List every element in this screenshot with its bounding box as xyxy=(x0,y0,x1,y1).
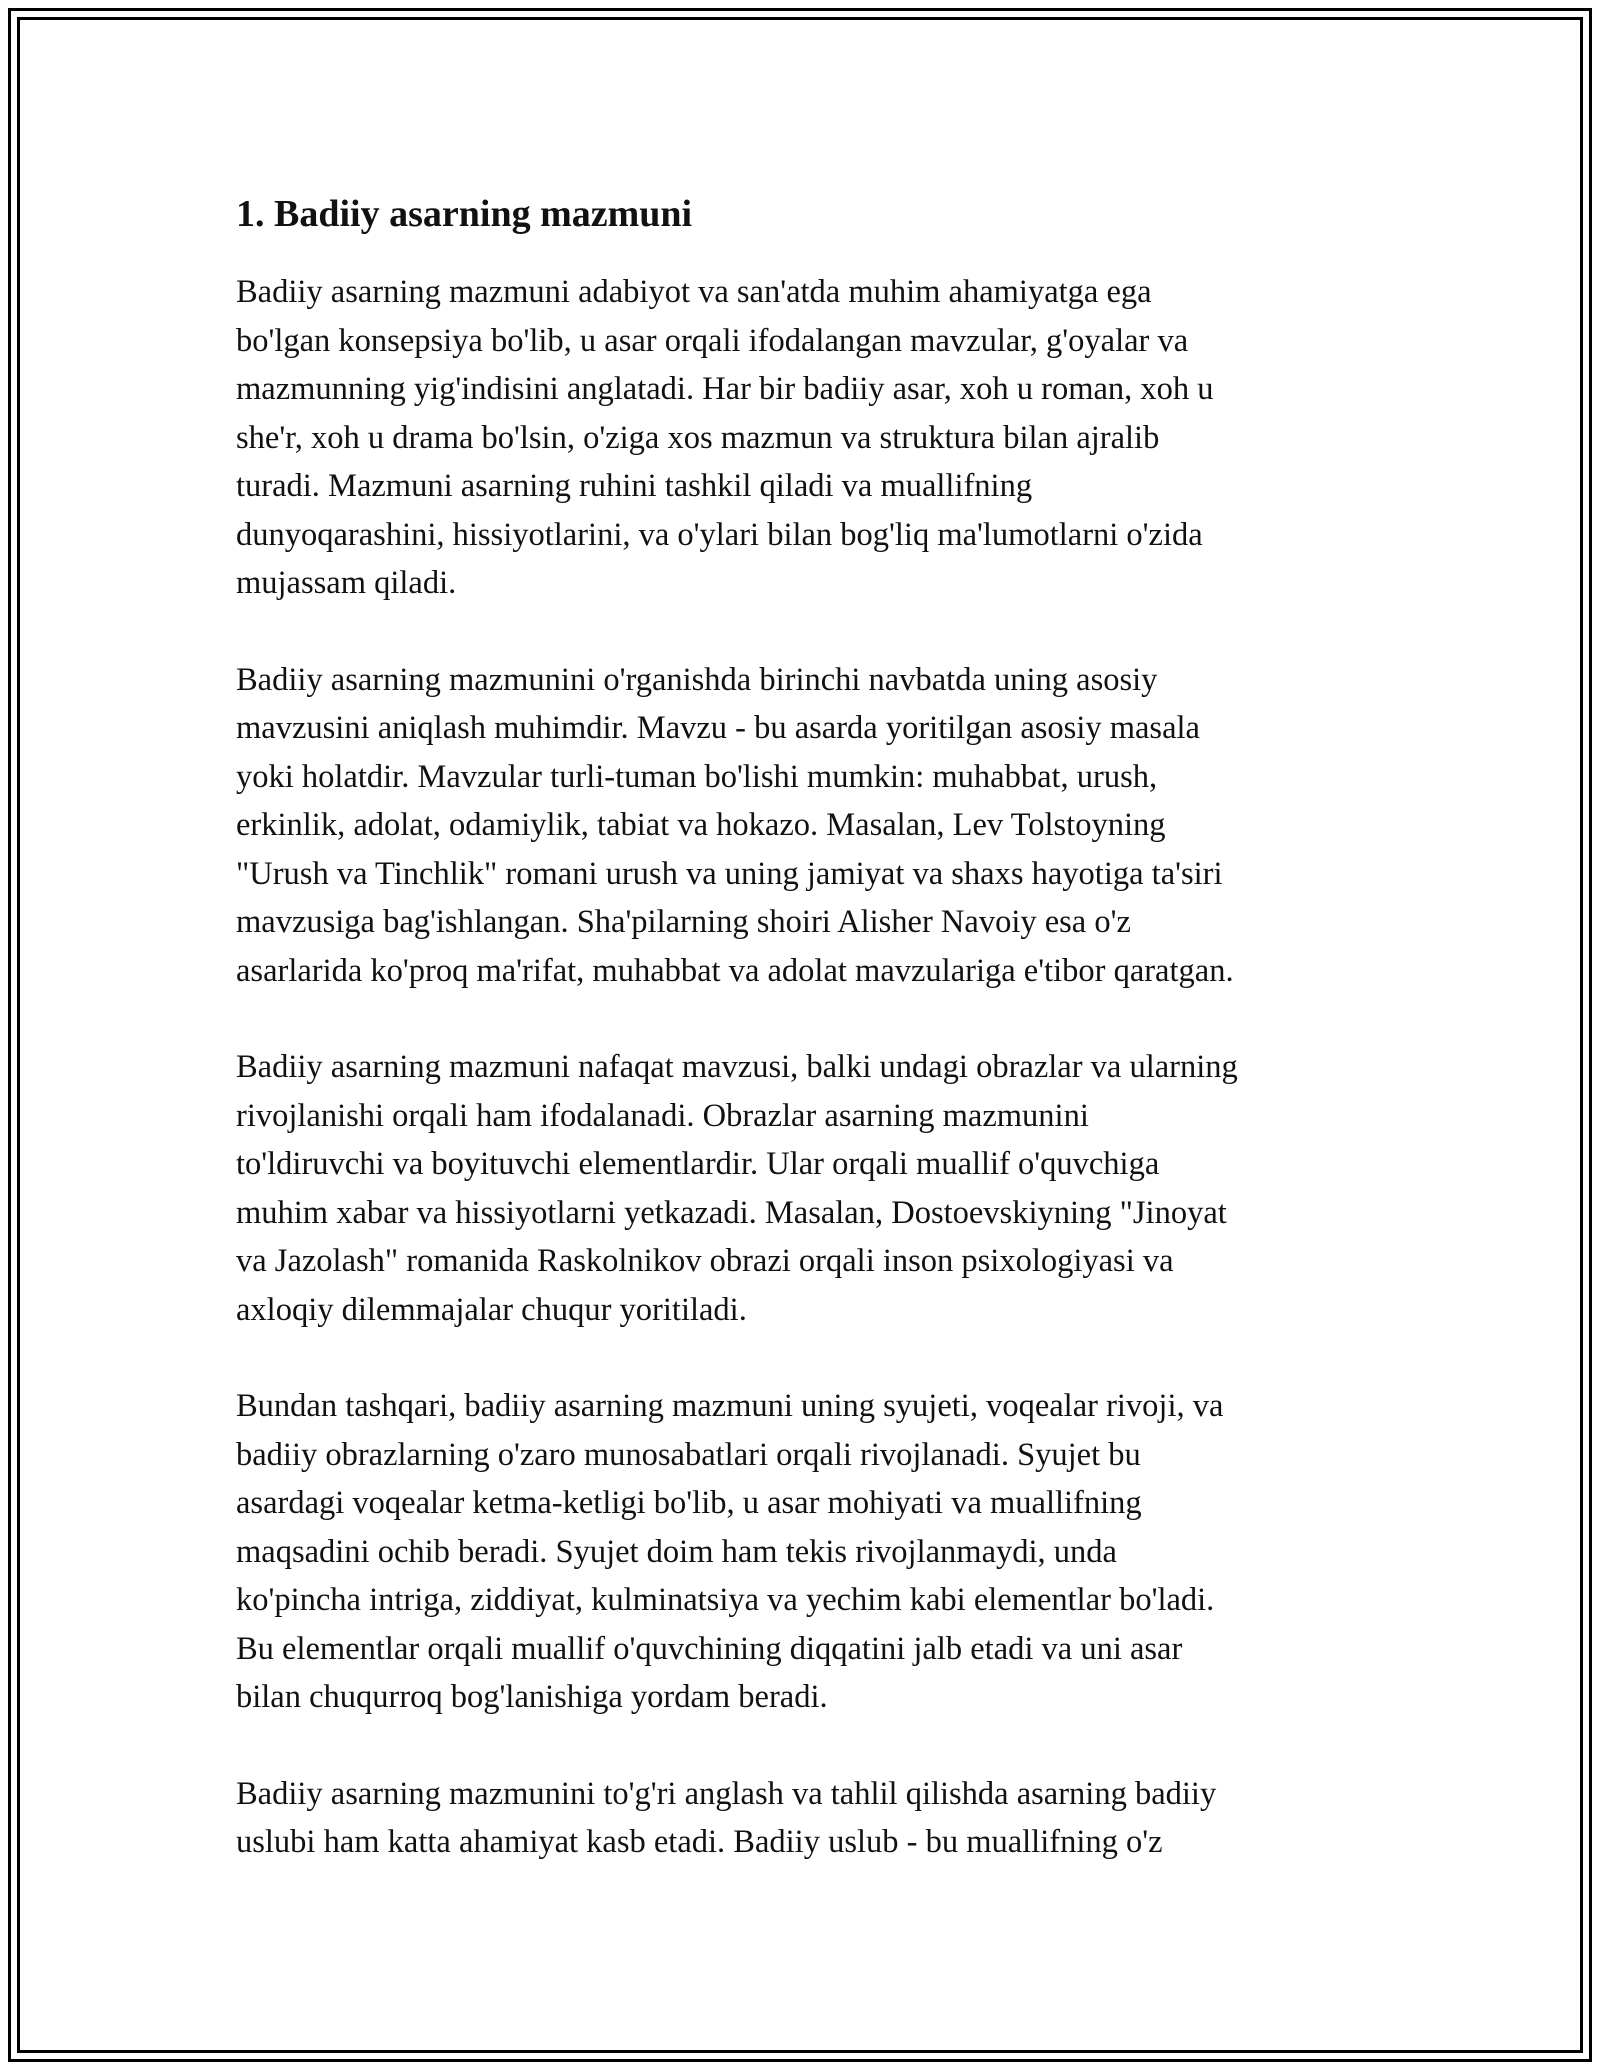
document-body xyxy=(236,186,1386,1915)
paragraph-2: Badiiy asarning mazmunini o'rganishda birinchi navbatda uning asosiy mavzusini aniqlash muhimdir. Mavzu - bu asarda yoritilgan asosiy masala yoki holatdir. Mavzular turli-tuman bo'lishi mumkin: muhabbat, urush, erkinlik, adolat, odamiylik, tabiat va hokazo. Masalan, Lev Tolstoyning "Urush va Tinchlik" romani urush va uning jamiyat va shaxs hayotiga ta'siri mavzusiga bag'ishlangan. Sha'pilarning shoiri Alisher Navoiy esa o'z asarlarida ko'proq ma'rifat, muhabbat va adolat mavzulariga e'tibor qaratgan. xyxy=(236,661,1234,989)
paragraph-1: Badiiy asarning mazmuni adabiyot va san'atda muhim ahamiyatga ega bo'lgan konsepsiya bo'lib, u asar orqali ifodalangan mavzular, g'oyalar va mazmunning yig'indisini anglatadi. Har bir badiiy asar, xoh u roman, xoh u she'r, xoh u drama bo'lsin, o'ziga xos mazmun va struktura bilan ajralib turadi. Mazmuni asarning ruhini tashkil qiladi va muallifning dunyoqarashini, hissiyotlarini, va o'ylari bilan bog'liq ma'lumotlarni o'zida mujassam qiladi. xyxy=(236,274,1214,601)
paragraph-5: Badiiy asarning mazmunini to'g'ri anglash va tahlil qilishda asarning badiiy uslubi ham katta ahamiyat kasb etadi. Badiiy uslub - bu muallifning o'z xyxy=(236,1775,1217,1860)
paragraph-3: Badiiy asarning mazmuni nafaqat mavzusi, balki undagi obrazlar va ularning rivojlanishi orqali ham ifodalanadi. Obrazlar asarning mazmunini to'ldiruvchi va boyituvchi elementlardir. Ular orqali muallif o'quvchiga muhim xabar va hissiyotlarni yetkazadi. Masalan, Dostoevskiyning "Jinoyat va Jazolash" romanida Raskolnikov obrazi orqali inson psixologiyasi va axloqiy dilemmajalar chuqur yoritiladi. xyxy=(236,1049,1238,1328)
paragraph-4: Bundan tashqari, badiiy asarning mazmuni uning syujeti, voqealar rivoji, va badiiy obrazlarning o'zaro munosabatlari orqali rivojlanadi. Syujet bu asardagi voqealar ketma-ketligi bo'lib, u asar mohiyati va muallifning maqsadini ochib beradi. Syujet doim ham tekis rivojlanmaydi, unda ko'pincha intriga, ziddiyat, kulminatsiya va yechim kabi elementlar bo'ladi. Bu elementlar orqali muallif o'quvchining diqqatini jalb etadi va uni asar bilan chuqurroq bog'lanishiga yordam beradi. xyxy=(236,1388,1224,1715)
section-heading: 1. Badiiy asarning mazmuni xyxy=(236,193,693,235)
